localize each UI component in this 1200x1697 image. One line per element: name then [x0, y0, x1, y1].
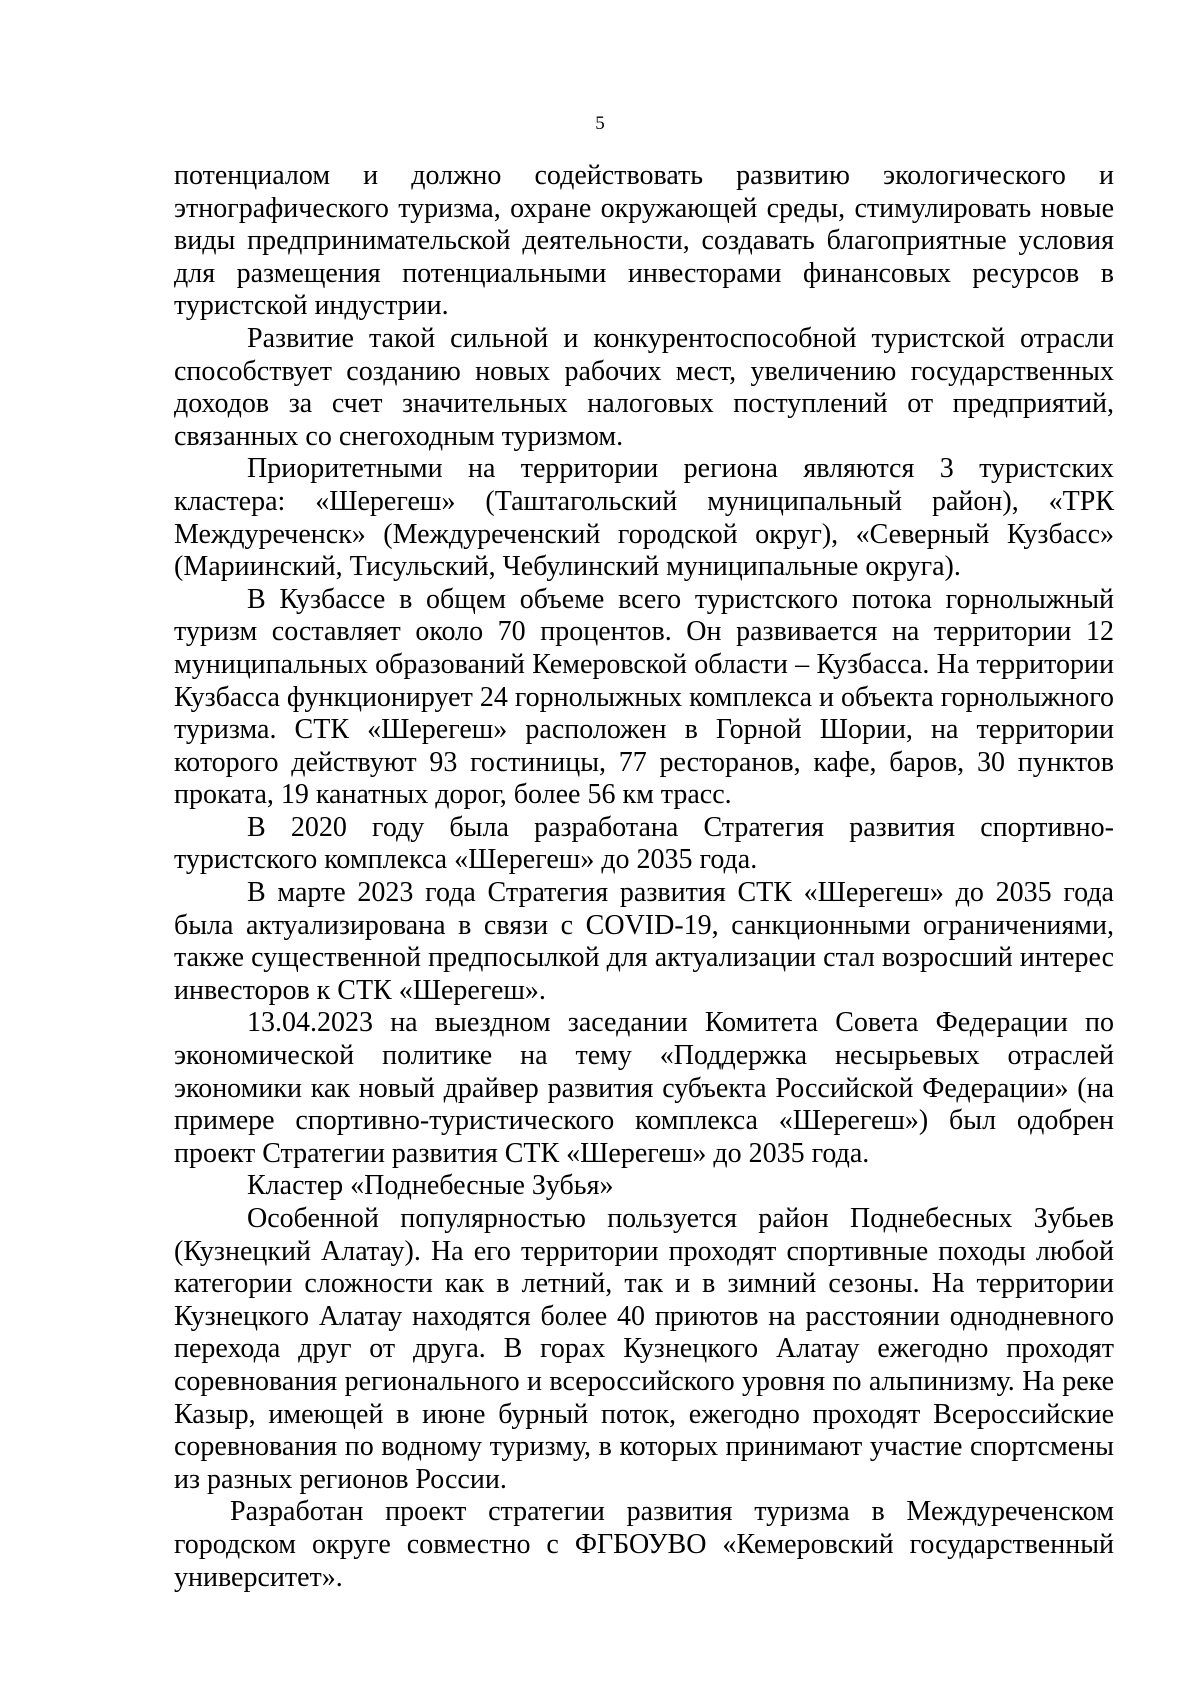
page-number: 5 [595, 113, 605, 134]
paragraph-mezhdurechensk-strategy: Разработан проект стратегии развития туризма в Междуреченском городском округе совместно с ФГБОУВО «Кемеровский государственный университет». [174, 1496, 1114, 1593]
paragraph-continuation: потенциалом и должно содействовать развитию экологического и этнографического туризма, охране окружающей среды, стимулировать новые виды предпринимательской деятельности, создавать благоприятные условия для размещения потенциальными инвесторами финансовых ресурсов в туристской индустрии. [174, 160, 1114, 322]
section-heading-cluster: Кластер «Поднебесные Зубья» [247, 1170, 614, 1202]
paragraph-kuznetsk-alatau: Особенной популярностью пользуется район Поднебесных Зубьев (Кузнецкий Алатау). На его территории проходят спортивные походы любой категории сложности как в летний, так и в зимний сезоны. На территории Кузнецкого Алатау находятся более 40 приютов на расстоянии однодневного перехода друг от друга. В горах Кузнецкого Алатау ежегодно проходят соревнования регионального и всероссийского уровня по альпинизму. На реке Казыр, имеющей в июне бурный поток, ежегодно проходят Всероссийские соревнования по водному туризму, в которых принимают участие спортсмены из разных регионов России. [174, 1203, 1114, 1495]
paragraph-ski-tourism: В Кузбассе в общем объеме всего туристского потока горнолыжный туризм составляет около 70 процентов. Он развивается на территории 12 муниципальных образований Кемеровской области – Кузбасса. На территории Кузбасса функционирует 24 горнолыжных комплекса и объекта горнолыжного туризма. СТК «Шерегеш» расположен в Горной Шории, на территории которого действуют 93 гостиницы, 77 ресторанов, кафе, баров, 30 пунктов проката, 19 канатных дорог, более 56 км трасс. [174, 583, 1114, 811]
paragraph-priority-clusters: Приоритетными на территории региона являются 3 туристских кластера: «Шерегеш» (Таштагольский муниципальный район), «ТРК Междуреченск» (Междуреченский городской округ), «Северный Кузбасс» (Мариинский, Тисульский, Чебулинский муниципальные округа). [174, 453, 1114, 583]
paragraph-federation-council: 13.04.2023 на выездном заседании Комитета Совета Федерации по экономической политике на тему «Поддержка несырьевых отраслей экономики как новый драйвер развития субъекта Российской Федерации» (на примере спортивно-туристического комплекса «Шерегеш») был одобрен проект Стратегии развития СТК «Шерегеш» до 2035 года. [174, 1007, 1114, 1169]
paragraph-strategy-update-2023: В марте 2023 года Стратегия развития СТК «Шерегеш» до 2035 года была актуализирована в связи с COVID-19, санкционными ограничениями, также существенной предпосылкой для актуализации стал возросший интерес инвесторов к СТК «Шерегеш». [174, 877, 1114, 1006]
paragraph-tourism-industry: Развитие такой сильной и конкурентоспособной туристской отрасли способствует созданию новых рабочих мест, увеличению государственных доходов за счет значительных налоговых поступлений от предприятий, связанных со снегоходным туризмом. [174, 322, 1114, 452]
paragraph-strategy-2020: В 2020 году была разработана Стратегия развития спортивно-туристского комплекса «Шерегеш» до 2035 года. [174, 811, 1114, 876]
document-body [174, 160, 1114, 1594]
